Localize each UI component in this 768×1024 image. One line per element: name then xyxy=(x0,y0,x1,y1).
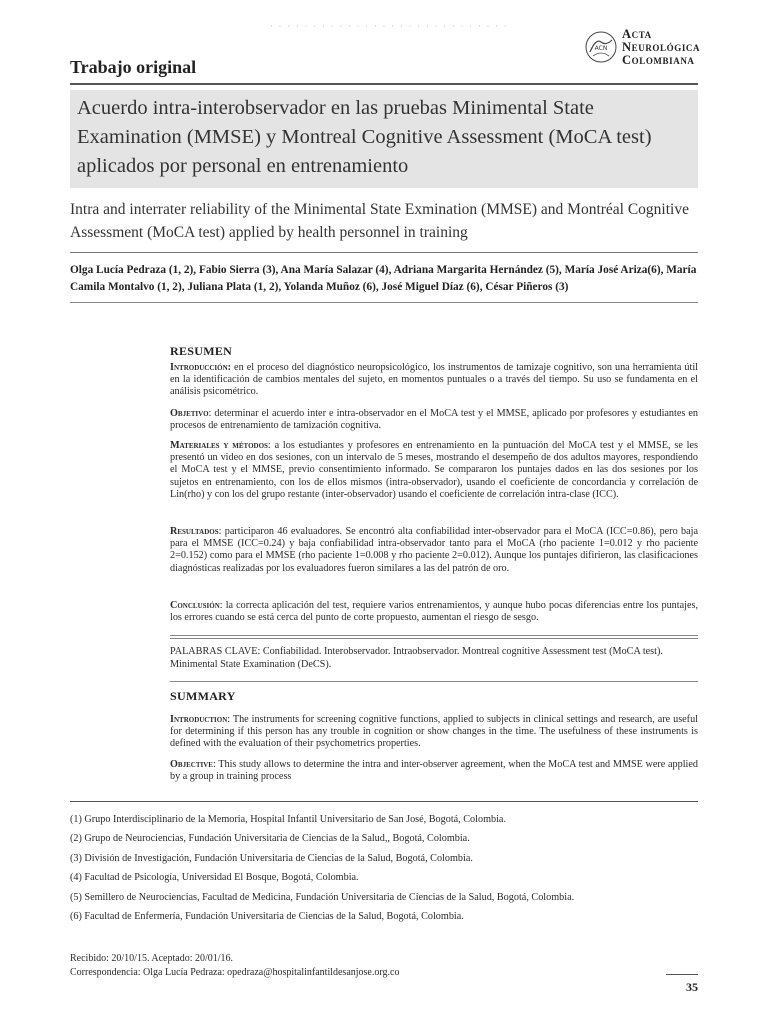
abstract-paragraph xyxy=(170,600,698,624)
paragraph-label: Objective xyxy=(170,759,213,770)
paragraph-label: Introducción: xyxy=(170,362,232,373)
correspondence: Correspondencia: Olga Lucía Pedraza: opedraza@hospitalinfantildesanjose.org.co xyxy=(70,967,400,978)
divider xyxy=(666,974,698,975)
author-list: Olga Lucía Pedraza (1, 2), Fabio Sierra (3), Ana María Salazar (4), Adriana Margarita Hernández (5), María José Ariza(6), María Camila Montalvo (1, 2), Juliana Plata (1, 2), Yolanda Muñoz (6), José Miguel Díaz (6), César Piñeros (3) xyxy=(70,264,697,293)
abstract-paragraph xyxy=(170,440,698,501)
divider xyxy=(70,801,698,802)
affiliation-list xyxy=(70,810,698,926)
article-title-es: Acuerdo intra-interobservador en las pruebas Minimental State Examination (MMSE) y Montreal Cognitive Assessment (MoCA test) aplicados por personal en entrenamiento xyxy=(77,97,652,177)
journal-name xyxy=(622,28,700,67)
paragraph-text: : participaron 46 evaluadores. Se encontró alta confiabilidad inter-observador para el MoCA (ICC=0.86), pero baja para el MMSE (ICC=0.24) y baja confiabilidad intra-observador tanto para el MoCA (rho paciente 1=0.012 y rho paciente 2=0.152) como para el MMSE (rho paciente 1=0.008 y rho paciente 2=0.012). Aunque los puntajes difirieron, las clasificaciones diagnósticas realizadas por los evaluadores fueron similares a las del patrón de oro. xyxy=(170,526,698,574)
affiliation-item: (4) Facultad de Psicología, Universidad El Bosque, Bogotá, Colombia. xyxy=(70,872,359,884)
summary-paragraph xyxy=(170,714,698,751)
abstract-paragraph xyxy=(170,362,698,399)
journal-name-line: Acta xyxy=(622,27,652,41)
divider xyxy=(170,681,698,682)
running-header-bleedthrough: · · · · · · · · · · · · · · · · · · · · · · · · · · · · xyxy=(270,22,509,31)
paragraph-text: : This study allows to determine the intra and inter-observer agreement, when the MoCA test and MMSE were applied by a group in training process xyxy=(170,759,698,783)
paragraph-label: Materiales y métodos xyxy=(170,440,268,451)
title-panel xyxy=(70,90,698,188)
abstract-paragraph xyxy=(170,408,698,432)
affiliation-item: (2) Grupo de Neurociencias, Fundación Universitaria de Ciencias de la Salud,, Bogotá, Colombia. xyxy=(70,833,470,845)
paragraph-text: : a los estudiantes y profesores en entrenamiento en la puntuación del MoCA test y el MMSE, se les presentó un video en dos sesiones, con un intervalo de 5 meses, mostrando el desempeño de dos adultos mayores, respondiendo el MoCA test y el MMSE, previo consentimiento informado. Se compararon los puntajes dados en las dos sesiones por los sujetos en entrenamiento, con los de ellos mismos (intra-observador), usando el coeficiente de concordancia y correlación de Lin(rho) y con los del grupo restante (inter-observador) usando el coeficiente de correlación intra-clase (ICC). xyxy=(170,440,698,500)
keywords: PALABRAS CLAVE: Confiabilidad. Interobservador. Intraobservador. Montreal cognitive Assessment test (MoCA test). Minimental State Examination (DeCS). xyxy=(170,646,663,670)
affiliation-item: (6) Facultad de Enfermería, Fundación Universitaria de Ciencias de la Salud, Bogotá, Colombia. xyxy=(70,911,464,923)
divider xyxy=(70,302,698,303)
paragraph-text: : The instruments for screening cognitive functions, applied to subjects in clinical settings and research, are useful for determining if this person has any trouble in cognition or show changes in the time. The usefulness of these instruments is defined with the evaluation of their psychometrics properties. xyxy=(170,714,698,750)
resumen-heading: RESUMEN xyxy=(170,344,233,358)
paragraph-text: : determinar el acuerdo inter e intra-observador en el MoCA test y el MMSE, aplicado por profesores y estudiantes en procesos de entrenamiento de tamización cognitiva. xyxy=(170,408,698,432)
received-dates: Recibido: 20/10/15. Aceptado: 20/01/16. xyxy=(70,953,234,964)
paragraph-text: : la correcta aplicación del test, requiere varios entrenamientos, y aunque hubo pocas diferencias entre los puntajes, los errores cuando se está cerca del punto de corte propuesto, aumentan el riesgo de sesgo. xyxy=(170,600,698,624)
divider xyxy=(70,83,698,85)
affiliation-item: (1) Grupo Interdisciplinario de la Memoria, Hospital Infantil Universitario de San José, Bogotá, Colombia. xyxy=(70,814,506,825)
journal-name-line: Neurológica xyxy=(622,40,701,54)
paragraph-label: Objetivo xyxy=(170,408,209,419)
section-label: Trabajo original xyxy=(70,57,197,77)
affiliation-item: (3) División de Investigación, Fundación Universitaria de Ciencias de la Salud, Bogotá, Colombia. xyxy=(70,852,473,864)
paragraph-label: Conclusión xyxy=(170,600,220,611)
paragraph-label: Introduction xyxy=(170,714,228,725)
summary-paragraph xyxy=(170,759,698,783)
paragraph-label: Resultados xyxy=(170,526,219,537)
divider xyxy=(170,635,698,636)
journal-name-line: Colombiana xyxy=(622,53,695,67)
journal-logo xyxy=(584,26,724,70)
article-title-en: Intra and interrater reliability of the Minimental State Exmination (MMSE) and Montréal Cognitive Assessment (MoCA test) applied by health personnel in training xyxy=(70,201,689,241)
paragraph-text: en el proceso del diagnóstico neuropsicológico, los instrumentos de tamizaje cognitivo, son una herramienta útil en la identificación de cambios mentales del sujeto, en momentos puntuales o a través del tiempo. Su uso se fundamenta en el análisis psicométrico. xyxy=(170,362,698,398)
divider xyxy=(170,638,698,639)
svg-text:ACN: ACN xyxy=(594,45,608,52)
summary-heading: SUMMARY xyxy=(170,689,236,703)
journal-emblem-icon xyxy=(584,30,618,64)
page-number: 35 xyxy=(686,980,698,994)
abstract-paragraph xyxy=(170,526,698,575)
affiliation-item: (5) Semillero de Neurociencias, Facultad de Medicina, Fundación Universitaria de Ciencias de la Salud, Bogotá, Colombia. xyxy=(70,891,575,903)
divider xyxy=(70,252,698,253)
